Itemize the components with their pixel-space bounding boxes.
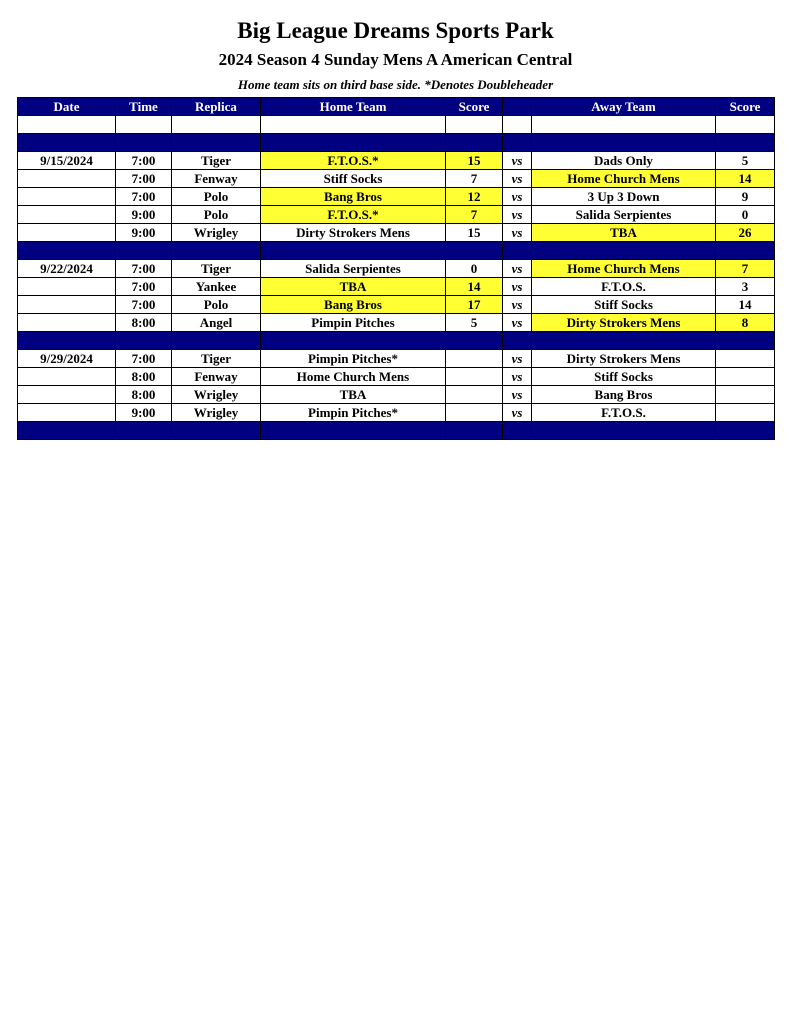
time-cell: 9:00 [116,224,172,242]
home-score-cell: 12 [446,188,503,206]
col-date-header: Date [18,98,116,116]
home-score-cell: 15 [446,152,503,170]
week-separator-bar [18,332,775,350]
empty-cell [716,134,775,152]
empty-cell [716,116,775,134]
empty-cell [716,332,775,350]
home-team-cell: Bang Bros [261,188,446,206]
away-team-cell: Dads Only [532,152,716,170]
replica-cell: Tiger [172,350,261,368]
time-cell: 7:00 [116,260,172,278]
blank-row [18,116,775,134]
date-cell [18,188,116,206]
away-team-cell: Stiff Socks [532,368,716,386]
week-separator-bar [18,422,775,440]
away-team-cell: TBA [532,224,716,242]
week-separator-bar [18,242,775,260]
date-cell [18,314,116,332]
vs-cell: vs [503,152,532,170]
game-row [18,188,775,206]
col-vs-header [503,98,532,116]
empty-cell [446,422,503,440]
empty-cell [116,242,172,260]
home-team-cell: Salida Serpientes [261,260,446,278]
home-score-cell [446,404,503,422]
replica-cell: Polo [172,188,261,206]
week-separator-bar [18,134,775,152]
game-row [18,350,775,368]
away-score-cell [716,386,775,404]
away-score-cell [716,350,775,368]
away-team-cell: Home Church Mens [532,170,716,188]
col-away-team-header: Away Team [532,98,716,116]
empty-cell [446,116,503,134]
time-cell: 7:00 [116,350,172,368]
empty-cell [261,332,446,350]
empty-cell [172,116,261,134]
home-team-cell: Home Church Mens [261,368,446,386]
away-team-cell: F.T.O.S. [532,404,716,422]
empty-cell [716,422,775,440]
empty-cell [503,332,532,350]
home-team-cell: TBA [261,278,446,296]
empty-cell [532,422,716,440]
home-team-cell: Pimpin Pitches* [261,404,446,422]
date-cell [18,368,116,386]
away-score-cell: 5 [716,152,775,170]
replica-cell: Wrigley [172,386,261,404]
home-team-cell: TBA [261,386,446,404]
away-team-cell: 3 Up 3 Down [532,188,716,206]
game-row [18,152,775,170]
vs-cell: vs [503,206,532,224]
home-score-cell: 14 [446,278,503,296]
time-cell: 9:00 [116,404,172,422]
home-team-cell: Pimpin Pitches* [261,350,446,368]
col-home-team-header: Home Team [261,98,446,116]
date-cell [18,170,116,188]
vs-cell: vs [503,314,532,332]
page-subtitle: 2024 Season 4 Sunday Mens A American Central [218,50,573,69]
empty-cell [261,242,446,260]
replica-cell: Angel [172,314,261,332]
empty-cell [18,116,116,134]
empty-cell [446,332,503,350]
empty-cell [18,422,116,440]
vs-cell: vs [503,170,532,188]
home-team-cell: F.T.O.S.* [261,152,446,170]
away-score-cell: 8 [716,314,775,332]
col-away-score-header: Score [716,98,775,116]
time-cell: 8:00 [116,386,172,404]
date-cell [18,206,116,224]
away-team-cell: Stiff Socks [532,296,716,314]
empty-cell [503,116,532,134]
home-score-cell: 0 [446,260,503,278]
time-cell: 7:00 [116,188,172,206]
home-score-cell: 5 [446,314,503,332]
empty-cell [116,332,172,350]
game-row [18,314,775,332]
empty-cell [116,134,172,152]
empty-cell [503,134,532,152]
home-team-cell: Stiff Socks [261,170,446,188]
away-score-cell: 14 [716,170,775,188]
time-cell: 7:00 [116,278,172,296]
vs-cell: vs [503,368,532,386]
vs-cell: vs [503,260,532,278]
empty-cell [116,116,172,134]
game-row [18,368,775,386]
home-team-cell: Pimpin Pitches [261,314,446,332]
empty-cell [716,242,775,260]
empty-cell [18,242,116,260]
page-title: Big League Dreams Sports Park [237,18,554,43]
time-cell: 7:00 [116,170,172,188]
replica-cell: Polo [172,206,261,224]
schedule-body [18,116,775,440]
replica-cell: Tiger [172,260,261,278]
replica-cell: Polo [172,296,261,314]
empty-cell [18,332,116,350]
empty-cell [261,134,446,152]
game-row [18,296,775,314]
away-team-cell: Bang Bros [532,386,716,404]
replica-cell: Tiger [172,152,261,170]
away-score-cell: 14 [716,296,775,314]
time-cell: 9:00 [116,206,172,224]
replica-cell: Fenway [172,368,261,386]
time-cell: 7:00 [116,296,172,314]
vs-cell: vs [503,278,532,296]
away-team-cell: Home Church Mens [532,260,716,278]
away-team-cell: Dirty Strokers Mens [532,350,716,368]
away-score-cell: 7 [716,260,775,278]
home-team-cell: Bang Bros [261,296,446,314]
date-cell [18,404,116,422]
empty-cell [172,134,261,152]
empty-cell [446,242,503,260]
game-row [18,404,775,422]
empty-cell [172,242,261,260]
date-cell: 9/29/2024 [18,350,116,368]
vs-cell: vs [503,386,532,404]
game-row [18,260,775,278]
col-time-header: Time [116,98,172,116]
replica-cell: Yankee [172,278,261,296]
vs-cell: vs [503,350,532,368]
time-cell: 7:00 [116,152,172,170]
empty-cell [532,116,716,134]
empty-cell [532,134,716,152]
game-row [18,386,775,404]
game-row [18,206,775,224]
time-cell: 8:00 [116,314,172,332]
game-row [18,170,775,188]
away-score-cell [716,404,775,422]
home-score-cell [446,386,503,404]
away-score-cell [716,368,775,386]
vs-cell: vs [503,188,532,206]
replica-cell: Wrigley [172,404,261,422]
date-cell: 9/22/2024 [18,260,116,278]
date-cell [18,224,116,242]
replica-cell: Fenway [172,170,261,188]
empty-cell [18,134,116,152]
home-score-cell [446,368,503,386]
away-team-cell: Dirty Strokers Mens [532,314,716,332]
home-score-cell: 17 [446,296,503,314]
vs-cell: vs [503,224,532,242]
game-row [18,224,775,242]
date-cell [18,278,116,296]
col-replica-header: Replica [172,98,261,116]
empty-cell [446,134,503,152]
header-row [18,98,775,116]
col-home-score-header: Score [446,98,503,116]
schedule-note: Home team sits on third base side. *Denotes Doubleheader [237,77,554,92]
away-score-cell: 0 [716,206,775,224]
date-cell: 9/15/2024 [18,152,116,170]
replica-cell: Wrigley [172,224,261,242]
empty-cell [261,422,446,440]
empty-cell [172,332,261,350]
away-team-cell: F.T.O.S. [532,278,716,296]
game-row [18,278,775,296]
vs-cell: vs [503,404,532,422]
schedule-table [17,97,775,440]
away-score-cell: 26 [716,224,775,242]
empty-cell [172,422,261,440]
home-team-cell: Dirty Strokers Mens [261,224,446,242]
empty-cell [261,116,446,134]
empty-cell [116,422,172,440]
empty-cell [503,242,532,260]
home-score-cell: 7 [446,170,503,188]
empty-cell [503,422,532,440]
home-score-cell: 15 [446,224,503,242]
empty-cell [532,332,716,350]
home-team-cell: F.T.O.S.* [261,206,446,224]
away-score-cell: 9 [716,188,775,206]
home-score-cell: 7 [446,206,503,224]
vs-cell: vs [503,296,532,314]
home-score-cell [446,350,503,368]
date-cell [18,386,116,404]
away-score-cell: 3 [716,278,775,296]
empty-cell [532,242,716,260]
time-cell: 8:00 [116,368,172,386]
date-cell [18,296,116,314]
away-team-cell: Salida Serpientes [532,206,716,224]
